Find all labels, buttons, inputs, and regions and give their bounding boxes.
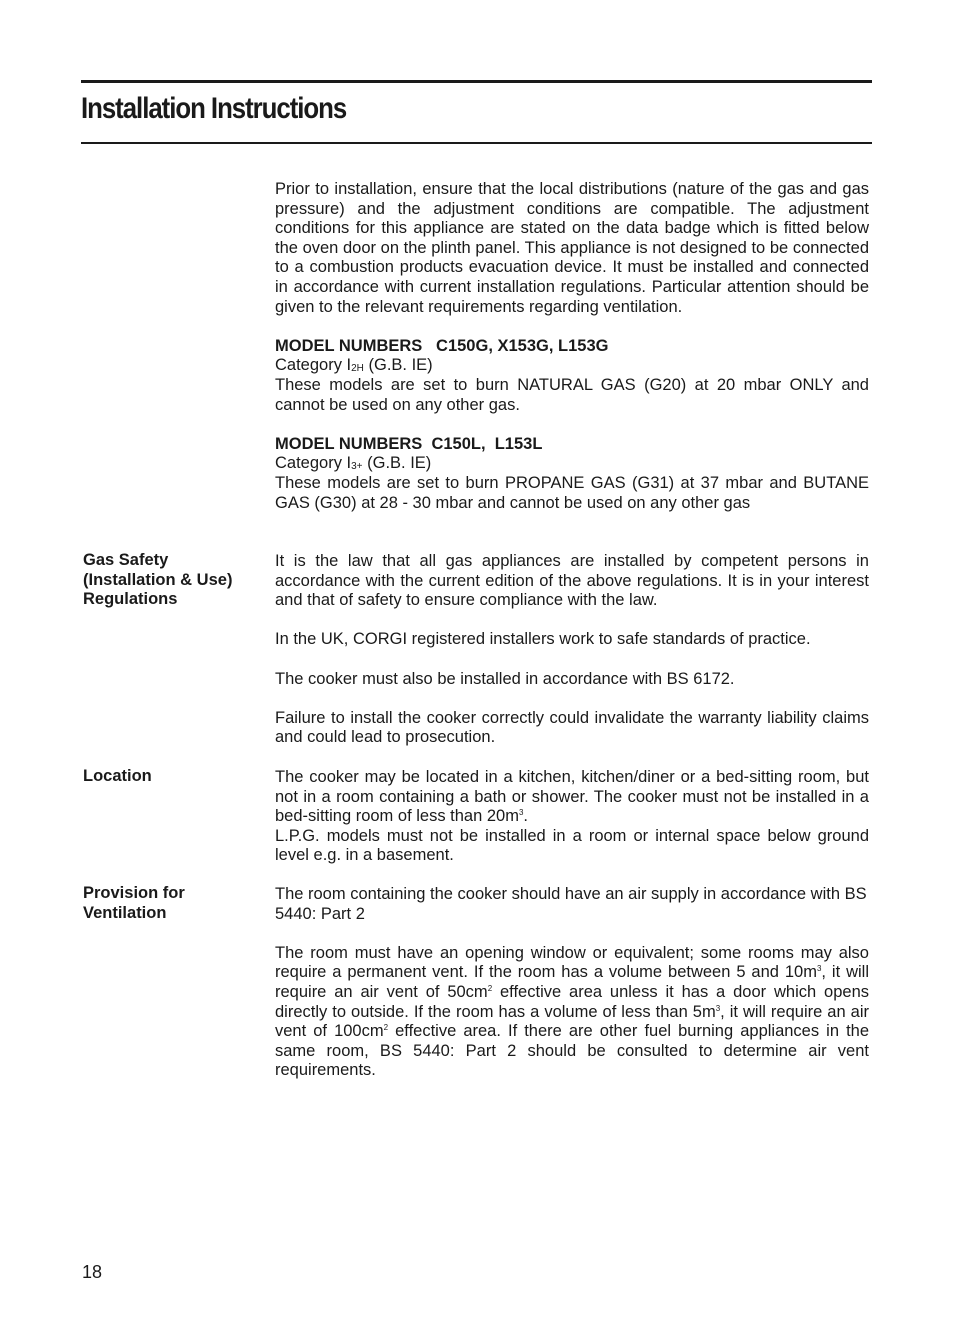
header-top-rule (81, 80, 872, 83)
superscript: 3 (715, 1003, 721, 1013)
gas-safety-paragraph: In the UK, CORGI registered installers work to safe standards of practice. (275, 630, 811, 649)
gas-safety-paragraph: Failure to install the cooker correctly could invalidate the warranty liability claims and could lead to prosecution. (275, 708, 869, 747)
gas-safety-label (83, 551, 258, 610)
gas-safety-label-line: Regulations (83, 590, 178, 609)
ventilation-label (83, 884, 258, 923)
models-g-category-suffix: (G.B. IE) (363, 356, 433, 375)
location-label: Location (83, 767, 152, 785)
header-bottom-rule (81, 142, 872, 144)
superscript: 2 (383, 1023, 389, 1033)
models-g-category-sub: 2H (351, 363, 364, 375)
location-text: The cooker may be located in a kitchen, kitchen/diner or a bed-sitting room, but not in a room containing a bath or shower. The cooker must not be installed in a bed-sitting room of less than 20m (275, 768, 869, 826)
ventilation-label-line: Provision for (83, 884, 185, 902)
superscript: 3 (816, 964, 822, 974)
location-text: L.P.G. models must not be installed in a room or internal space below ground level e.g. in a basement. (275, 826, 869, 865)
models-l-category-suffix: (G.B. IE) (362, 454, 432, 473)
intro-section (275, 180, 869, 513)
ventilation-label-line: Ventilation (83, 903, 167, 922)
models-l-heading: MODEL NUMBERS C150L, L153L (275, 434, 543, 453)
ventilation-text: effective area unless it has a door which opens directly to outside. If the room has a volume of less than 5m (275, 982, 869, 1021)
superscript: 3 (518, 808, 524, 818)
page-number: 18 (82, 1262, 103, 1282)
gas-safety-paragraph: It is the law that all gas appliances are installed by competent persons in accordance with the current edition of the above regulations. It is in your interest and that of safety to ensure compliance with the law. (275, 552, 869, 610)
location-text: . (523, 807, 529, 826)
models-l-category-sub: 3+ (351, 461, 363, 473)
ventilation-text: effective area. If there are other fuel burning appliances in the same room, BS 5440: Part 2 should be consulted to determine air vent requirements. (275, 1022, 870, 1080)
models-g-category-prefix: Category I (275, 356, 352, 375)
gas-safety-section (275, 552, 869, 748)
ventilation-paragraph: The room containing the cooker should have an air supply in accordance with BS 5440: Part 2 (275, 885, 867, 923)
gas-safety-paragraph: The cooker must also be installed in accordance with BS 6172. (275, 669, 735, 688)
models-g-text: These models are set to burn NATURAL GAS (G20) at 20 mbar ONLY and cannot be used on any other gas. (275, 375, 869, 414)
models-l-block (275, 435, 869, 513)
models-l-category-prefix: Category I (275, 454, 352, 473)
ventilation-text: , it will require an air vent of 100cm (275, 1002, 869, 1041)
location-section (275, 768, 869, 866)
models-g-block (275, 337, 869, 415)
ventilation-paragraph (275, 944, 869, 1081)
intro-paragraph: Prior to installation, ensure that the local distributions (nature of the gas and gas pressure) and the adjustment conditions are compatible. The adjustment conditions for this appliance are stated on the data badge which is fitted below the oven door on the plinth panel. This appliance is not designed to be connected to a combustion products evacuation device. It must be installed and connected in accordance with current installation regulations. Particular attention should be given to the relevant requirements regarding ventilation. (275, 180, 869, 316)
page-title: Installation Instructions (81, 92, 347, 125)
models-l-text: These models are set to burn PROPANE GAS (G31) at 37 mbar and BUTANE GAS (G30) at 28 - 30 mbar and cannot be used on any other gas (275, 473, 869, 512)
ventilation-section (275, 885, 869, 1081)
gas-safety-label-line: (Installation & Use) (83, 570, 233, 589)
ventilation-text: , it will require an air vent of 50cm (275, 963, 870, 1001)
gas-safety-label-line: Gas Safety (83, 551, 169, 569)
location-paragraph (275, 768, 869, 866)
models-g-heading: MODEL NUMBERS C150G, X153G, L153G (275, 336, 609, 355)
superscript: 2 (487, 983, 493, 993)
ventilation-text: The room must have an opening window or equivalent; some rooms may also require a permanent vent. If the room has a volume between 5 and 10m (275, 943, 869, 982)
